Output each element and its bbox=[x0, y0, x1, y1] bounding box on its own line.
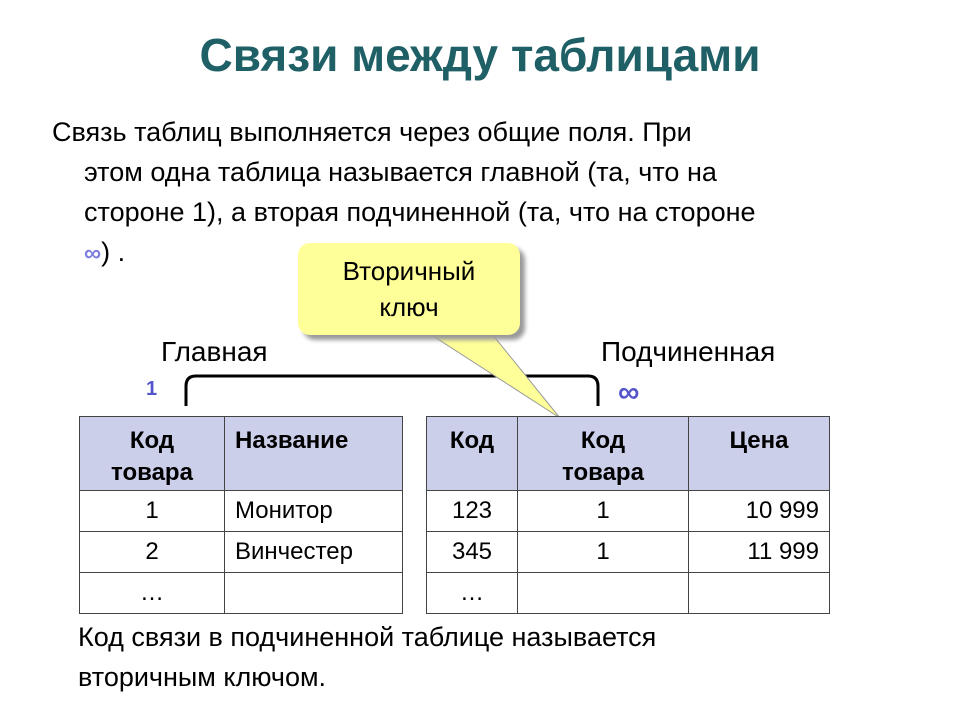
main-header-name: Название bbox=[225, 417, 403, 491]
intro-line-1: Связь таблиц выполняется через общие поля. При bbox=[52, 117, 692, 147]
callout-line-2: ключ bbox=[379, 292, 439, 322]
page-title: Связи между таблицами bbox=[199, 29, 761, 81]
table-row bbox=[427, 532, 830, 573]
sub-cell: 10 999 bbox=[689, 491, 830, 532]
sub-cell: 11 999 bbox=[689, 532, 830, 573]
table-row bbox=[427, 573, 830, 614]
footer-line-2: вторичным ключом. bbox=[78, 662, 327, 692]
table-row bbox=[80, 573, 403, 614]
intro-line-2: этом одна таблица называется главной (та, что на bbox=[84, 157, 717, 187]
footer-note bbox=[78, 617, 898, 697]
sub-header-code: Код bbox=[427, 417, 518, 491]
sub-cell: … bbox=[427, 573, 518, 614]
main-cell bbox=[225, 573, 403, 614]
sub-cell: 1 bbox=[518, 532, 689, 573]
main-cell: Винчестер bbox=[225, 532, 403, 573]
one-side-mark: 1 bbox=[146, 378, 158, 400]
sub-table bbox=[426, 416, 830, 614]
sub-header-price: Цена bbox=[689, 417, 830, 491]
sub-header-product-code: Код товара bbox=[518, 417, 689, 491]
foreign-key-callout bbox=[298, 243, 520, 335]
infinity-symbol: ∞ bbox=[84, 240, 102, 267]
intro-line-4-text: ) . bbox=[101, 237, 126, 267]
main-table-label: Главная bbox=[161, 336, 268, 367]
main-cell: … bbox=[80, 573, 225, 614]
sub-cell: 1 bbox=[518, 491, 689, 532]
many-side-mark: ∞ bbox=[618, 376, 640, 409]
table-row bbox=[427, 491, 830, 532]
main-cell: 1 bbox=[80, 491, 225, 532]
sub-cell: 123 bbox=[427, 491, 518, 532]
sub-table-label: Подчиненная bbox=[601, 336, 776, 367]
callout-line-1: Вторичный bbox=[342, 256, 476, 286]
sub-cell: 345 bbox=[427, 532, 518, 573]
table-row bbox=[80, 491, 403, 532]
intro-line-3: стороне 1), а вторая подчиненной (та, что на стороне bbox=[84, 197, 756, 227]
footer-line-1: Код связи в подчиненной таблице называется bbox=[78, 622, 657, 652]
main-header-code: Код товара bbox=[80, 417, 225, 491]
main-cell: 2 bbox=[80, 532, 225, 573]
main-cell: Монитор bbox=[225, 491, 403, 532]
main-table bbox=[79, 416, 403, 614]
sub-cell bbox=[518, 573, 689, 614]
sub-cell bbox=[689, 573, 830, 614]
table-row bbox=[80, 532, 403, 573]
